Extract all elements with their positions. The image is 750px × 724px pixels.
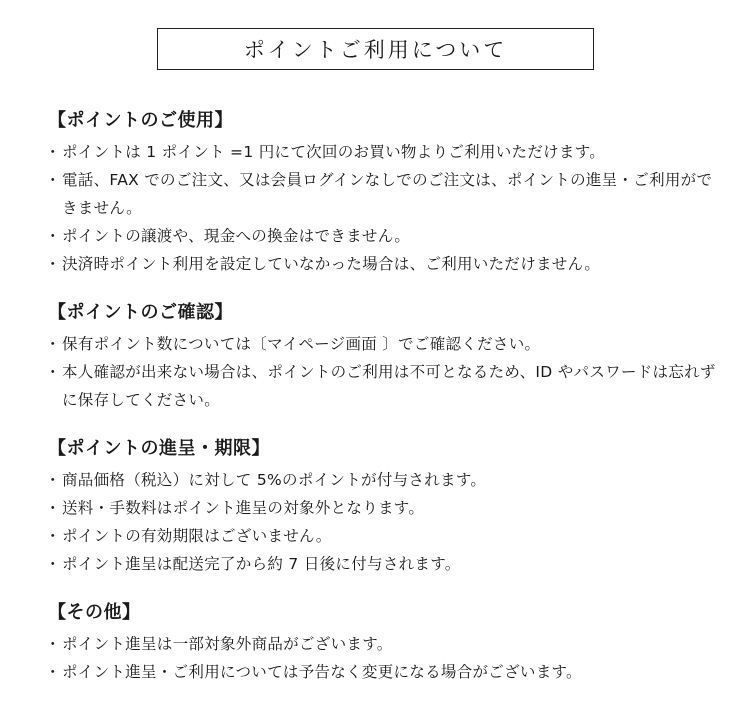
section-point-grant-expiry — [48, 434, 728, 578]
list-item: ・ ポイント進呈は一部対象外商品がございます。 — [48, 630, 728, 658]
item-list — [48, 330, 728, 414]
section-heading: 【ポイントのご確認】 — [48, 302, 233, 323]
section-heading: 【ポイントの進呈・期限】 — [48, 438, 270, 459]
list-item: ・ ポイント進呈・ご利用については予告なく変更になる場合がございます。 — [48, 658, 728, 686]
section-point-usage — [48, 106, 728, 278]
item-list — [48, 630, 728, 686]
section-point-confirmation — [48, 298, 728, 414]
list-item: ・ 本人確認が出来ない場合は、ポイントのご利用は不可となるため、ID やパスワードは忘れずに保存してください。 — [48, 358, 728, 414]
list-item: ・ 決済時ポイント利用を設定していなかった場合は、ご利用いただけません。 — [48, 250, 728, 278]
list-item: ・ 商品価格（税込）に対して 5%のポイントが付与されます。 — [48, 466, 728, 494]
points-info-content — [48, 106, 728, 706]
item-list — [48, 138, 728, 278]
page-title: ポイントご利用について — [157, 28, 594, 70]
section-heading: 【その他】 — [48, 602, 141, 623]
section-heading: 【ポイントのご使用】 — [48, 110, 233, 131]
list-item: ・ 保有ポイント数については〔マイページ画面 〕でご確認ください。 — [48, 330, 728, 358]
list-item: ・ 送料・手数料はポイント進呈の対象外となります。 — [48, 494, 728, 522]
list-item: ・ ポイントの譲渡や、現金への換金はできません。 — [48, 222, 728, 250]
list-item: ・ ポイントは 1 ポイント =1 円にて次回のお買い物よりご利用いただけます。 — [48, 138, 728, 166]
list-item: ・ 電話、FAX でのご注文、又は会員ログインなしでのご注文は、ポイントの進呈・ご利用ができません。 — [48, 166, 728, 222]
list-item: ・ ポイント進呈は配送完了から約 7 日後に付与されます。 — [48, 550, 728, 578]
item-list — [48, 466, 728, 578]
section-other — [48, 598, 728, 686]
list-item: ・ ポイントの有効期限はございません。 — [48, 522, 728, 550]
